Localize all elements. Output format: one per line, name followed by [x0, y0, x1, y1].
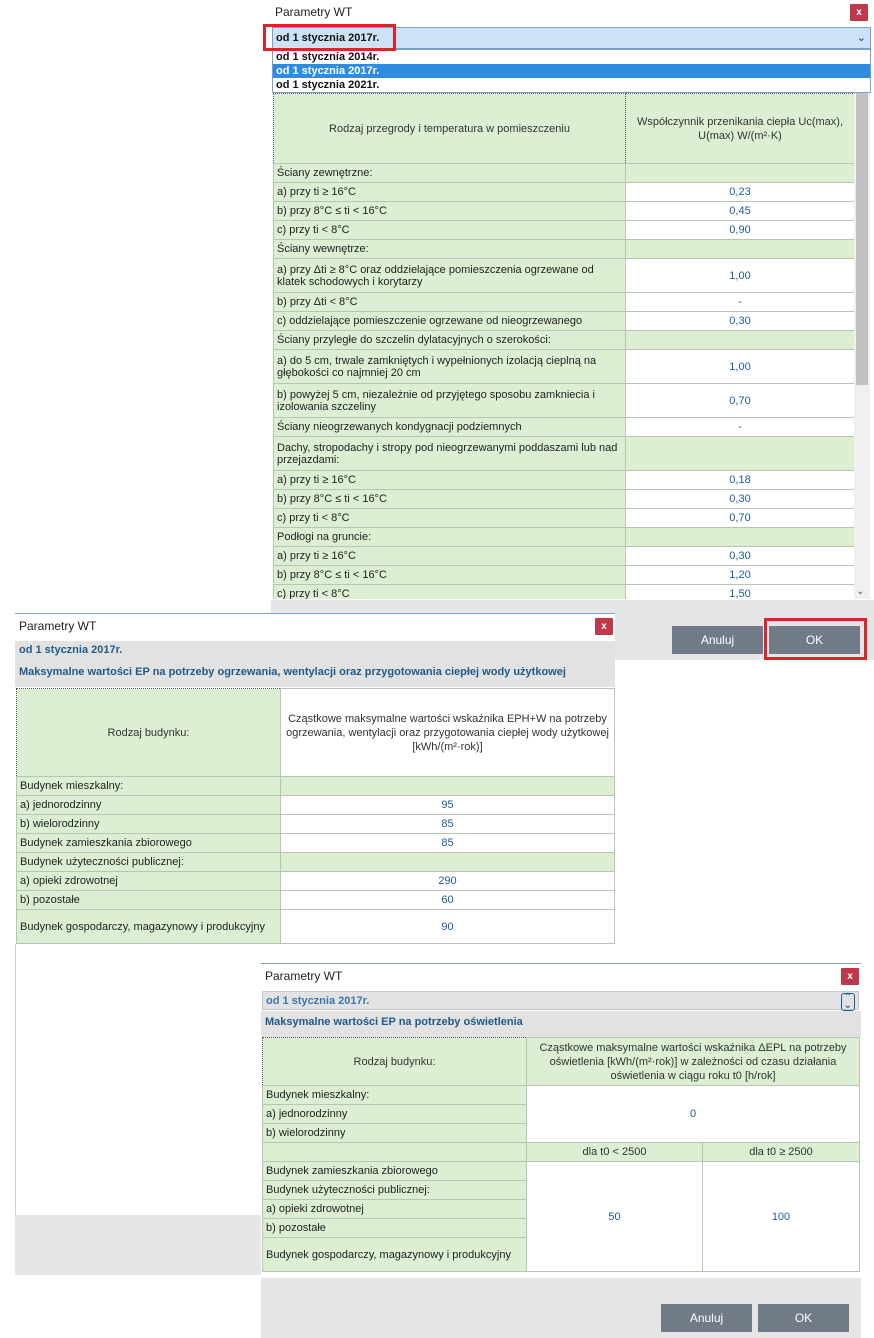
value-t0-lt-2500[interactable]: 50	[527, 1162, 703, 1272]
row-value[interactable]: -	[626, 418, 855, 437]
row-label: c) oddzielające pomieszczenie ogrzewane od nieogrzewanego	[274, 312, 626, 331]
row-value[interactable]: 1,00	[626, 259, 855, 293]
row-value	[626, 528, 855, 547]
subheader-t0-ge-2500: dla t0 ≥ 2500	[703, 1143, 860, 1162]
header-type: Rodzaj przegrody i temperatura w pomieszczeniu	[274, 94, 626, 164]
row-label: b) przy 8°C ≤ ti < 16°C	[274, 490, 626, 509]
row-value[interactable]: 60	[281, 891, 615, 910]
row-value	[626, 437, 855, 471]
ok-button[interactable]: OK	[769, 626, 860, 654]
date-label: od 1 stycznia 2017r.	[15, 641, 615, 661]
chevron-down-icon: ⌄	[856, 32, 866, 44]
row-value[interactable]: 0,30	[626, 547, 855, 566]
row-label: Ściany zewnętrzne:	[274, 164, 626, 183]
row-label: c) przy ti < 8°C	[274, 221, 626, 240]
window-parametry-wt-1	[271, 0, 874, 660]
value-t0-ge-2500[interactable]: 100	[703, 1162, 860, 1272]
row-value[interactable]: 0,45	[626, 202, 855, 221]
row-value[interactable]: 85	[281, 834, 615, 853]
updown-icon: ⌃ ⌄	[841, 993, 855, 1011]
row-value	[626, 331, 855, 350]
row-label: Ściany nieogrzewanych kondygnacji podziemnych	[274, 418, 626, 437]
row-label: b) wielorodzinny	[263, 1124, 527, 1143]
header-epl-values: Cząstkowe maksymalne wartości wskaźnika ΔEPL na potrzeby oświetlenia [kWh/(m²·rok)] w zależności od czasu działania oświetlenia w ciągu roku t0 [h/rok]	[527, 1038, 860, 1086]
row-value[interactable]: 0,70	[626, 509, 855, 528]
row-label: b) przy 8°C ≤ ti < 16°C	[274, 566, 626, 585]
row-value[interactable]: 1,20	[626, 566, 855, 585]
row-value[interactable]: 90	[281, 910, 615, 944]
row-value[interactable]: 0,70	[626, 384, 855, 418]
ep-lighting-table-area	[262, 1037, 859, 1272]
highlight-ok-button	[764, 618, 867, 660]
row-label: a) opieki zdrowotnej	[263, 1200, 527, 1219]
u-coefficient-table	[273, 93, 854, 599]
window-left-edge	[15, 944, 16, 1216]
row-value[interactable]: 0,30	[626, 490, 855, 509]
row-label: Budynek gospodarczy, magazynowy i produkcyjny	[17, 910, 281, 944]
close-icon[interactable]: x	[595, 618, 613, 635]
row-label: a) przy Δti ≥ 8°C oraz oddzielające pomieszczenia ogrzewane od klatek schodowych i korytarzy	[274, 259, 626, 293]
vertical-scrollbar[interactable]	[854, 93, 870, 599]
row-label: b) pozostałe	[17, 891, 281, 910]
close-icon[interactable]: x	[850, 4, 868, 21]
row-label: Ściany przyległe do szczelin dylatacyjnych o szerokości:	[274, 331, 626, 350]
row-value[interactable]: 1,00	[626, 350, 855, 384]
row-label: a) opieki zdrowotnej	[17, 872, 281, 891]
window-title: Parametry WT	[275, 5, 353, 19]
section-title: Maksymalne wartości EP na potrzeby ogrzewania, wentylacji oraz przygotowania ciepłej wody użytkowej	[15, 661, 615, 687]
option-2017[interactable]: od 1 stycznia 2017r.	[273, 64, 870, 78]
row-label: Budynek gospodarczy, magazynowy i produkcyjny	[263, 1238, 527, 1272]
row-value[interactable]: 95	[281, 796, 615, 815]
ep-heating-table-area	[16, 688, 614, 944]
header-building-type: Rodzaj budynku:	[263, 1038, 527, 1086]
date-select[interactable]	[262, 991, 859, 1010]
row-value[interactable]: 290	[281, 872, 615, 891]
window-title: Parametry WT	[19, 619, 97, 633]
ok-button[interactable]: OK	[758, 1304, 849, 1332]
row-label: b) wielorodzinny	[17, 815, 281, 834]
date-dropdown-list	[272, 49, 871, 93]
window-parametry-wt-3	[261, 963, 861, 1337]
row-label: Ściany wewnętrze:	[274, 240, 626, 259]
row-label: b) przy 8°C ≤ ti < 16°C	[274, 202, 626, 221]
anuluj-button[interactable]: Anuluj	[661, 1304, 752, 1332]
ep-heating-table	[16, 688, 615, 944]
row-label: Budynek użyteczności publicznej:	[263, 1181, 527, 1200]
row-label: b) powyżej 5 cm, niezależnie od przyjętego sposobu zamkniecia i izolowania szczeliny	[274, 384, 626, 418]
section-title: Maksymalne wartości EP na potrzeby oświetlenia	[261, 1011, 861, 1037]
row-label: Podłogi na gruncie:	[274, 528, 626, 547]
row-value[interactable]: -	[626, 293, 855, 312]
row-value[interactable]: 0,30	[626, 312, 855, 331]
row-label: b) przy Δti < 8°C	[274, 293, 626, 312]
row-label: c) przy ti < 8°C	[274, 585, 626, 600]
header-building-type: Rodzaj budynku:	[17, 689, 281, 777]
header-coefficient: Współczynnik przenikania ciepła Uc(max), U(max) W/(m²·K)	[626, 94, 855, 164]
row-label: Dachy, stropodachy i stropy pod nieogrzewanymi poddaszami lub nad przejazdami:	[274, 437, 626, 471]
row-label: a) przy ti ≥ 16°C	[274, 547, 626, 566]
window-titlebar	[15, 614, 615, 638]
row-value	[281, 853, 615, 872]
window-titlebar	[261, 964, 861, 988]
row-value[interactable]: 0,18	[626, 471, 855, 490]
row-value[interactable]: 0,90	[626, 221, 855, 240]
window-title: Parametry WT	[265, 969, 343, 983]
row-label: Budynek zamieszkania zbiorowego	[17, 834, 281, 853]
row-label: a) przy ti ≥ 16°C	[274, 183, 626, 202]
anuluj-button[interactable]: Anuluj	[672, 626, 763, 654]
row-value	[281, 777, 615, 796]
scrollbar-thumb[interactable]	[856, 93, 868, 385]
row-label: Budynek mieszkalny:	[17, 777, 281, 796]
row-label: Budynek mieszkalny:	[263, 1086, 527, 1105]
row-label: b) pozostałe	[263, 1219, 527, 1238]
row-value[interactable]: 0,23	[626, 183, 855, 202]
highlight-date-select	[263, 24, 396, 51]
row-value	[626, 164, 855, 183]
row-label: c) przy ti < 8°C	[274, 509, 626, 528]
row-label: Budynek użyteczności publicznej:	[17, 853, 281, 872]
row-label	[263, 1143, 527, 1162]
ep-lighting-table	[262, 1037, 860, 1272]
u-coefficient-table-area	[273, 93, 854, 599]
window2-footer	[15, 1215, 261, 1275]
date-select-value: od 1 stycznia 2017r.	[276, 32, 380, 44]
close-icon[interactable]: x	[841, 968, 859, 985]
row-label: a) do 5 cm, trwale zamkniętych i wypełnionych izolacją cieplną na głębokości co najmniej 20 cm	[274, 350, 626, 384]
option-2014[interactable]: od 1 stycznia 2014r.	[276, 51, 380, 63]
row-value[interactable]: 85	[281, 815, 615, 834]
header-ep-values: Cząstkowe maksymalne wartości wskaźnika EPH+W na potrzeby ogrzewania, wentylacji oraz przygotowania ciepłej wody użytkowej [kWh/(m²·rok)]	[281, 689, 615, 777]
row-value[interactable]: 1,50	[626, 585, 855, 600]
date-select-value: od 1 stycznia 2017r.	[266, 994, 370, 1007]
window-titlebar	[271, 0, 874, 24]
row-label: a) jednorodzinny	[17, 796, 281, 815]
scroll-down-icon[interactable]: ⌄	[856, 586, 865, 597]
row-value	[626, 240, 855, 259]
subheader-t0-lt-2500: dla t0 < 2500	[527, 1143, 703, 1162]
row-label: Budynek zamieszkania zbiorowego	[263, 1162, 527, 1181]
row-label: a) jednorodzinny	[263, 1105, 527, 1124]
residential-value[interactable]: 0	[527, 1086, 860, 1143]
option-2021[interactable]: od 1 stycznia 2021r.	[276, 79, 380, 91]
row-label: a) przy ti ≥ 16°C	[274, 471, 626, 490]
